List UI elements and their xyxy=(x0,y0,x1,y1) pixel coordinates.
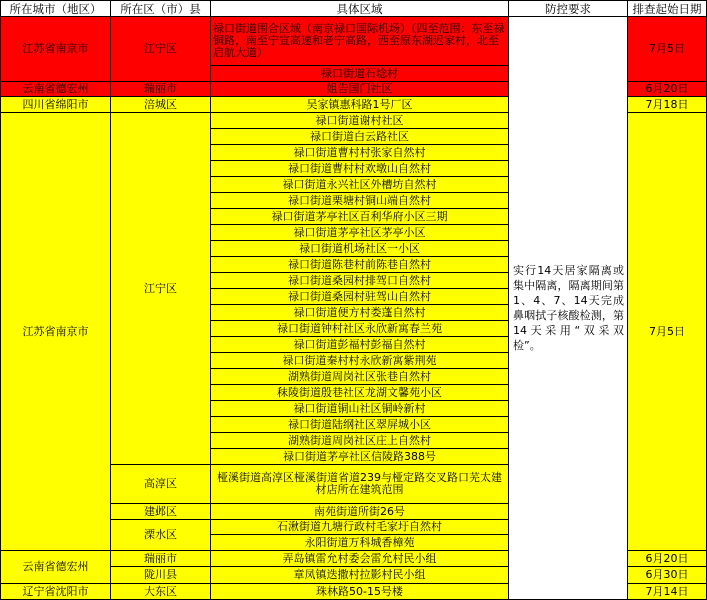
district-cell: 江宁区 xyxy=(111,17,211,82)
area-cell: 桠溪街道高淳区桠溪街道省道239与桠定路交叉路口芜太建材店所在建筑范围 xyxy=(211,465,509,504)
district-cell: 溧水区 xyxy=(111,520,211,551)
area-cell: 禄口街道铜山社区铜岭新村 xyxy=(211,401,509,417)
district-cell: 瑞丽市 xyxy=(111,82,211,97)
area-cell: 禄口街道茅亭社区信陵路388号 xyxy=(211,449,509,465)
area-cell: 珠林路50-15号楼 xyxy=(211,584,509,600)
area-cell: 禄口街道茅亭社区茅亭小区 xyxy=(211,225,509,241)
area-cell: 永阳街道万科城香樟苑 xyxy=(211,535,509,551)
date-cell: 6月20日 xyxy=(628,82,707,97)
date-cell: 7月18日 xyxy=(628,97,707,113)
area-cell: 禄口街道秦村村永欣新寓紫荆苑 xyxy=(211,353,509,369)
area-cell: 禄口街道机场社区一小区 xyxy=(211,241,509,257)
area-cell: 湖熟街道周岗社区庄上自然村 xyxy=(211,433,509,449)
area-cell: 石湫街道九塘行政村毛家圩自然村 xyxy=(211,520,509,535)
area-cell: 禄口街道桑园村排驾口自然村 xyxy=(211,273,509,289)
district-cell: 江宁区 xyxy=(111,113,211,465)
area-cell: 章凤镇迭撒村拉影村民小组 xyxy=(211,567,509,584)
date-cell: 6月20日 xyxy=(628,551,707,567)
city-cell: 云南省德宏州 xyxy=(1,82,111,97)
area-cell: 禄口街道白云路社区 xyxy=(211,129,509,145)
area-cell: 禄口街道曹村村欢墩山自然村 xyxy=(211,161,509,177)
area-cell: 禄口街道桑园村驻驾山自然村 xyxy=(211,289,509,305)
area-cell: 禄口街道陈巷村前陈巷自然村 xyxy=(211,257,509,273)
area-cell: 禄口街道永兴社区外槽坊自然村 xyxy=(211,177,509,193)
district-cell: 陇川县 xyxy=(111,567,211,584)
area-cell: 姐告国门社区 xyxy=(211,82,509,97)
area-cell: 禄口街道钟村社区永欣新寓春兰苑 xyxy=(211,321,509,337)
header-area: 具体区域 xyxy=(211,1,509,17)
district-cell: 大东区 xyxy=(111,584,211,600)
area-cell: 禄口街道茅亭社区百利华府小区三期 xyxy=(211,209,509,225)
date-cell: 7月5日 xyxy=(628,17,707,82)
city-cell: 四川省绵阳市 xyxy=(1,97,111,113)
area-cell: 禄口街道谢村社区 xyxy=(211,113,509,129)
area-cell: 禄口街道石埝村 xyxy=(211,66,509,82)
header-district: 所在区（市）县 xyxy=(111,1,211,17)
area-cell: 禄口街道曹村村张家自然村 xyxy=(211,145,509,161)
date-cell: 6月30日 xyxy=(628,567,707,584)
area-cell: 弄岛镇雷允村委会雷允村民小组 xyxy=(211,551,509,567)
area-cell: 禄口街道陆纲社区翠屏城小区 xyxy=(211,417,509,433)
area-cell: 秣陵街道殷巷社区龙湖文馨苑小区 xyxy=(211,385,509,401)
district-cell: 涪城区 xyxy=(111,97,211,113)
requirement-cell: 实行14天居家隔离或集中隔离，隔离期间第1、4、7、14天完成鼻咽拭子核酸检测，第14天采用“双采双检”。 xyxy=(509,17,628,600)
area-cell: 南苑街道所街26号 xyxy=(211,504,509,520)
city-cell: 云南省德宏州 xyxy=(1,551,111,584)
area-cell: 吴家镇惠科路1号厂区 xyxy=(211,97,509,113)
district-cell: 建邺区 xyxy=(111,504,211,520)
date-cell: 7月14日 xyxy=(628,584,707,600)
city-cell: 江苏省南京市 xyxy=(1,17,111,82)
city-cell: 江苏省南京市 xyxy=(1,113,111,551)
district-cell: 瑞丽市 xyxy=(111,551,211,567)
header-requirement: 防控要求 xyxy=(509,1,628,17)
area-cell: 湖熟街道周岗社区张巷自然村 xyxy=(211,369,509,385)
area-cell: 禄口街道便方村娄蓬自然村 xyxy=(211,305,509,321)
area-cell: 禄口街道彭福村彭福自然村 xyxy=(211,337,509,353)
area-cell: 禄口街道栗塘村铜山端自然村 xyxy=(211,193,509,209)
district-cell: 高淳区 xyxy=(111,465,211,504)
city-cell: 辽宁省沈阳市 xyxy=(1,584,111,600)
header-city: 所在城市（地区） xyxy=(1,1,111,17)
area-cell: 禄口街道围合区域（南京禄口国际机场）（四至范围：东至禄铜路，南至宁宣高速和老宁高路，西至原东湖迟家村，北至启航大道） xyxy=(211,17,509,66)
date-cell: 7月5日 xyxy=(628,113,707,551)
header-date: 排查起始日期 xyxy=(628,1,707,17)
